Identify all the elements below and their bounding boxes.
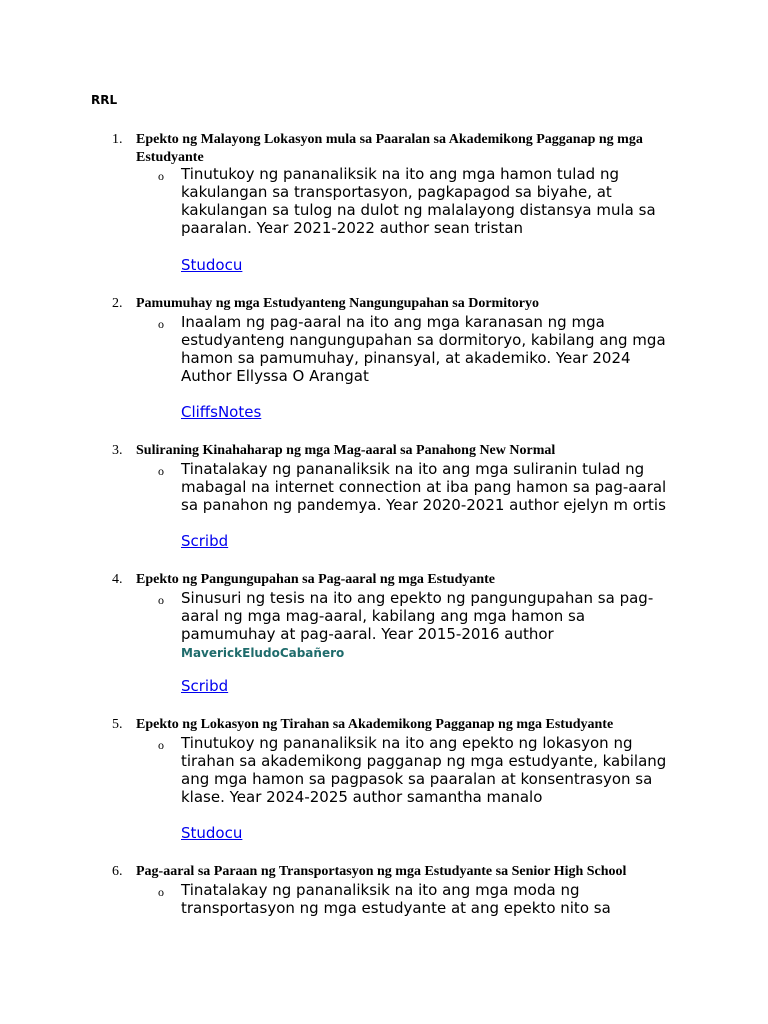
bullet-icon: o (158, 317, 164, 331)
bullet-icon: o (158, 593, 164, 607)
item-number: 2. (112, 296, 123, 311)
item-title: Pag-aaral sa Paraan ng Transportasyon ng mga Estudyante sa Senior High School (136, 864, 627, 879)
description-text: Sinusuri ng tesis na ito ang epekto ng pangungupahan sa pag-aaral ng mga mag-aaral, kabilang ang mga hamon sa pamumuhay at pag-aaral. Year 2015-2016 author (181, 589, 654, 643)
author-name: MaverickEludoCabañero (181, 646, 345, 660)
item-description: Tinatalakay ng pananaliksik na ito ang mga suliranin tulad ng mabagal na internet connection at iba pang hamon sa pag-aaral sa panahon ng pandemya. Year 2020-2021 author ejelyn m ortis (181, 460, 667, 514)
source-link[interactable]: CliffsNotes (181, 403, 262, 421)
bullet-icon: o (158, 738, 164, 752)
item-number: 1. (112, 132, 123, 147)
item-description: Inaalam ng pag-aaral na ito ang mga karanasan ng mga estudyanteng nangungupahan sa dormitoryo, kabilang ang mga hamon sa pamumuhay, pinansyal, at akademiko. Year 2024 Author Ellyssa O Arangat (181, 313, 666, 385)
item-title: Epekto ng Lokasyon ng Tirahan sa Akademikong Pagganap ng mga Estudyante (136, 717, 614, 732)
source-link[interactable]: Scribd (181, 532, 229, 550)
item-title: Pamumuhay ng mga Estudyanteng Nangungupahan sa Dormitoryo (136, 296, 539, 311)
item-title: Epekto ng Pangungupahan sa Pag-aaral ng mga Estudyante (136, 572, 496, 587)
bullet-icon: o (158, 885, 164, 899)
item-number: 3. (112, 443, 123, 458)
page-heading: RRL (91, 93, 118, 107)
source-link[interactable]: Studocu (181, 824, 243, 842)
item-description: Tinatalakay ng pananaliksik na ito ang mga moda ng transportasyon ng mga estudyante at ang epekto nito sa (181, 881, 611, 917)
bullet-icon: o (158, 169, 164, 183)
item-title: Suliraning Kinahaharap ng mga Mag-aaral sa Panahong New Normal (136, 443, 556, 458)
bullet-icon: o (158, 464, 164, 478)
item-description: Tinutukoy ng pananaliksik na ito ang epekto ng lokasyon ng tirahan sa akademikong pagganap ng mga estudyante, kabilang ang mga hamon sa pagpasok sa paaralan at konsentrasyon sa klase. Year 2024-2025 author samantha manalo (181, 734, 667, 806)
item-description (181, 589, 681, 662)
item-description: Tinutukoy ng pananaliksik na ito ang mga hamon tulad ng kakulangan sa transportasyon, pagkapagod sa biyahe, at kakulangan sa tulog na dulot ng malalayong distansya mula sa paaralan. Year 2021-2022 author sean tristan (181, 165, 656, 237)
item-number: 4. (112, 572, 123, 587)
item-title: Epekto ng Malayong Lokasyon mula sa Paaralan sa Akademikong Pagganap ng mga Estudyante (136, 132, 643, 165)
source-link[interactable]: Scribd (181, 677, 229, 695)
item-number: 6. (112, 864, 123, 879)
item-number: 5. (112, 717, 123, 732)
source-link[interactable]: Studocu (181, 256, 243, 274)
